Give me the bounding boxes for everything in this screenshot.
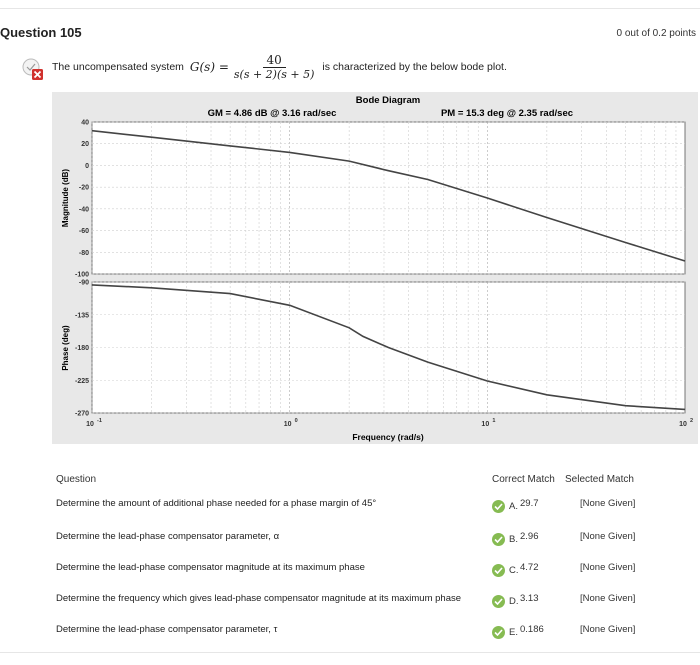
row-question: Determine the amount of additional phase needed for a phase margin of 45°: [56, 498, 377, 509]
row-selected-answer: [None Given]: [580, 498, 636, 509]
y-tick-label: -40: [78, 206, 89, 214]
y-tick-label: 20: [81, 141, 89, 149]
y-tick-label: 40: [81, 119, 89, 127]
y-tick-label: -270: [74, 410, 89, 418]
row-correct-answer: 29.7: [520, 498, 539, 509]
y-tick-label: -225: [74, 377, 89, 385]
y-tick-label: -180: [74, 345, 89, 352]
x-tick-label: 10: [86, 421, 94, 428]
row-question: Determine the lead-phase compensator parameter, τ: [56, 624, 278, 635]
transfer-function-lhs: G(s) =: [189, 60, 229, 74]
row-correct-answer: 2.96: [520, 531, 539, 542]
transfer-function-numerator: 40: [263, 53, 286, 68]
check-icon: [492, 564, 505, 577]
chart-title: Bode Diagram: [355, 95, 421, 106]
x-tick-exponent: 0: [294, 418, 298, 424]
row-letter: C.: [509, 565, 519, 576]
x-tick-exponent: -1: [97, 418, 102, 424]
transfer-function-fraction: [232, 53, 317, 81]
check-icon: [492, 533, 505, 546]
row-selected-answer: [None Given]: [580, 531, 636, 542]
bode-plot-image: [52, 92, 698, 444]
phase-margin-annotation: PM = 15.3 deg @ 2.35 rad/sec: [440, 108, 574, 119]
y-tick-label: 0: [85, 162, 89, 170]
table-row: [0, 624, 700, 644]
row-question: Determine the lead-phase compensator magnitude at its maximum phase: [56, 562, 365, 573]
question-title: Question 105: [0, 25, 82, 40]
bottom-divider: [0, 652, 700, 653]
row-letter: A.: [509, 501, 518, 512]
row-selected-answer: [None Given]: [580, 562, 636, 573]
header-selected-match: Selected Match: [565, 474, 634, 485]
check-icon: [492, 626, 505, 639]
x-tick-exponent: 2: [690, 418, 694, 424]
table-row: [0, 593, 700, 613]
row-question: Determine the frequency which gives lead-phase compensator magnitude at its maximum phase: [56, 593, 462, 604]
y-tick-label: -60: [78, 228, 89, 236]
magnitude-axis-label: Magnitude (dB): [61, 168, 70, 228]
x-tick-label: 10: [679, 421, 687, 428]
y-tick-label: -80: [78, 249, 89, 257]
y-tick-label: -90: [78, 279, 89, 287]
question-statement: [52, 53, 507, 81]
row-question: Determine the lead-phase compensator parameter, α: [56, 531, 280, 542]
incorrect-x-icon: [20, 57, 46, 83]
statement-prefix: The uncompensated system: [52, 61, 184, 73]
row-letter: E.: [509, 627, 518, 638]
y-tick-label: -100: [74, 271, 89, 279]
top-divider: [0, 8, 700, 9]
bode-diagram: [52, 92, 698, 444]
check-icon: [492, 500, 505, 513]
row-correct-answer: 4.72: [520, 562, 539, 573]
row-letter: D.: [509, 596, 519, 607]
table-row: [0, 498, 700, 518]
header-question: Question: [56, 474, 97, 485]
row-correct-answer: 0.186: [520, 624, 544, 635]
x-tick-label: 10: [283, 421, 292, 428]
y-tick-label: -20: [78, 184, 89, 192]
x-axis-label: Frequency (rad/s): [352, 432, 424, 442]
gain-margin-annotation: GM = 4.86 dB @ 3.16 rad/sec: [207, 108, 337, 119]
question-points: 0 out of 0.2 points: [616, 28, 696, 39]
row-selected-answer: [None Given]: [580, 593, 636, 604]
y-tick-label: -135: [74, 312, 89, 320]
check-icon: [492, 595, 505, 608]
row-letter: B.: [509, 534, 518, 545]
table-row: [0, 531, 700, 551]
x-tick-label: 10: [481, 421, 490, 428]
phase-axis-label: Phase (deg): [61, 325, 70, 371]
row-correct-answer: 3.13: [520, 593, 539, 604]
statement-suffix: is characterized by the below bode plot.: [322, 61, 507, 73]
transfer-function-denominator: s(s + 2)(s + 5): [233, 68, 315, 81]
row-selected-answer: [None Given]: [580, 624, 636, 635]
header-correct-match: Correct Match: [492, 474, 555, 485]
table-row: [0, 562, 700, 582]
x-tick-exponent: 1: [492, 418, 496, 424]
